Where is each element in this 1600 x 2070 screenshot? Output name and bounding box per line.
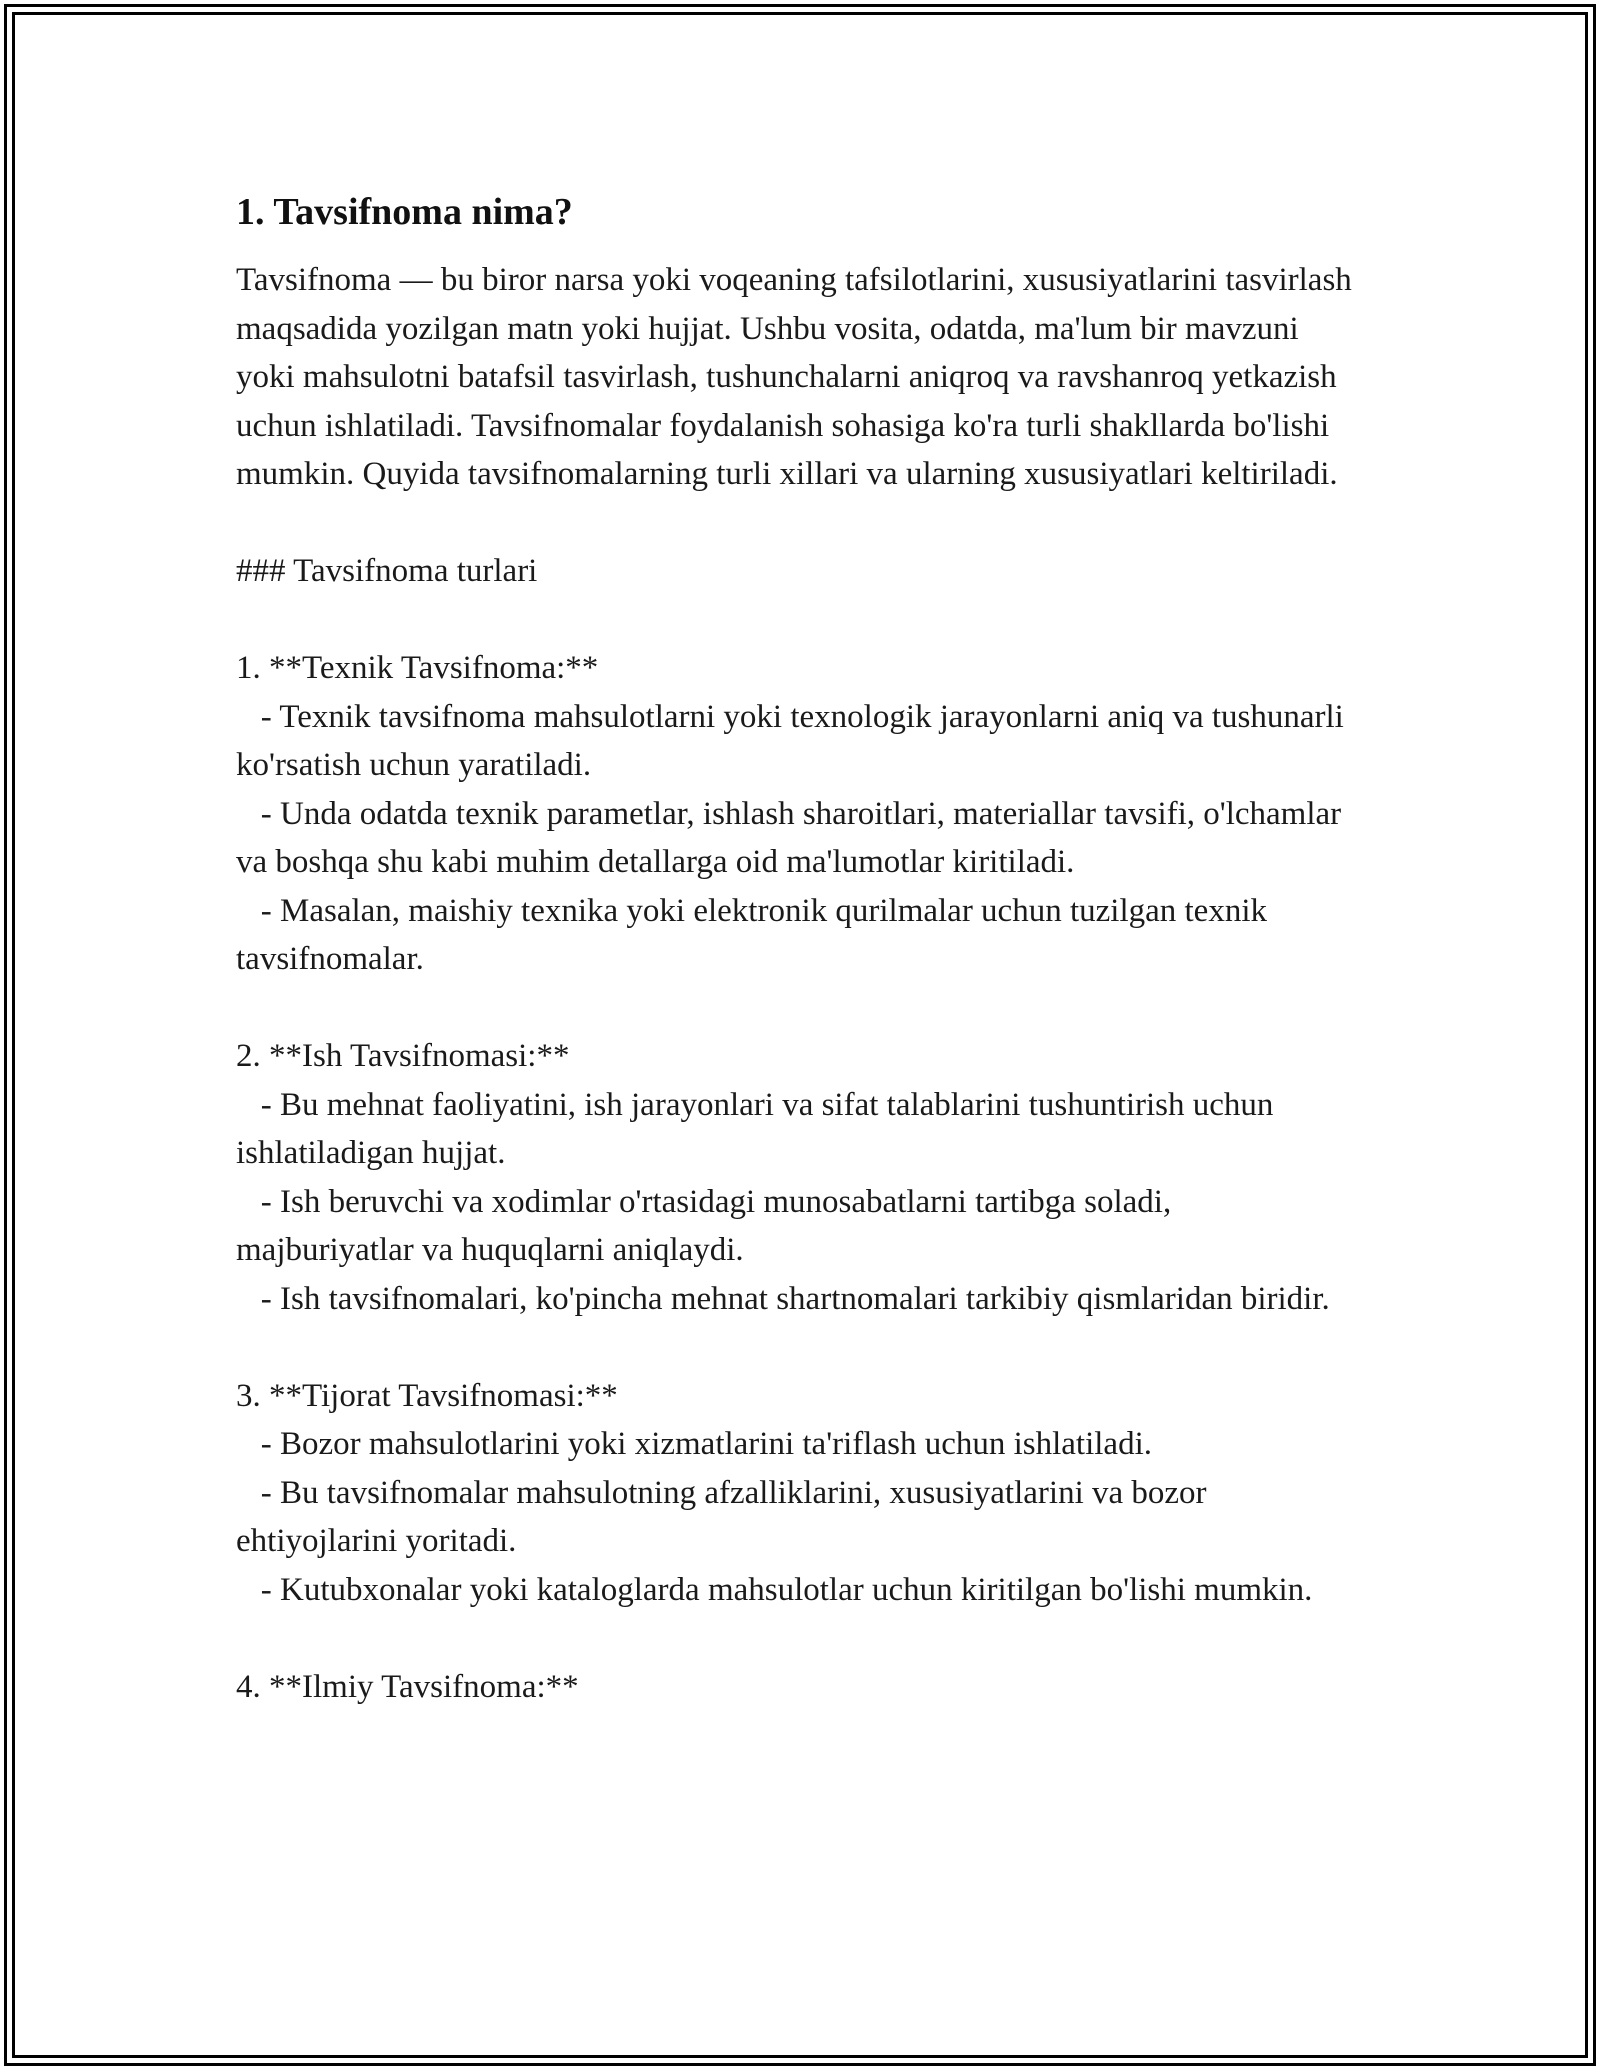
section-commercial xyxy=(236,1372,1356,1615)
section-item: - Ish beruvchi va xodimlar o'rtasidagi munosabatlarni tartibga soladi, majburiyatlar va huquqlarni aniqlaydi. xyxy=(236,1183,1180,1268)
document-body xyxy=(236,186,1361,1711)
section-heading: 3. **Tijorat Tavsifnomasi:** xyxy=(236,1377,618,1414)
document-title: 1. Tavsifnoma nima? xyxy=(236,191,573,233)
spacer xyxy=(236,1614,1356,1663)
section-item: - Kutubxonalar yoki kataloglarda mahsulotlar uchun kiritilgan bo'lishi mumkin. xyxy=(236,1571,1313,1608)
spacer xyxy=(236,1323,1356,1372)
spacer xyxy=(236,984,1356,1033)
section-item: - Bozor mahsulotlarini yoki xizmatlarini ta'riflash uchun ishlatiladi. xyxy=(236,1426,1152,1462)
section-heading: 2. **Ish Tavsifnomasi:** xyxy=(236,1038,570,1074)
spacer xyxy=(236,596,1356,645)
section-item: - Ish tavsifnomalari, ko'pincha mehnat shartnomalari tarkibiy qismlaridan biridir. xyxy=(236,1280,1330,1317)
section-item: - Unda odatda texnik parametlar, ishlash sharoitlari, materiallar tavsifi, o'lchamlar va boshqa shu kabi muhim detallarga oid ma'lumotlar kiritiladi. xyxy=(236,795,1350,880)
intro-paragraph: Tavsifnoma — bu biror narsa yoki voqeaning tafsilotlarini, xususiyatlarini tasvirlash maqsadida yozilgan matn yoki hujjat. Ushbu vosita, odatda, ma'lum bir mavzuni yoki mahsulotni batafsil tasvirlash, tushunchalarni aniqroq va ravshanroq yetkazish uchun ishlatiladi. Tavsifnomalar foydalanish sohasiga ko'ra turli shakllarda bo'lishi mumkin. Quyida tavsifnomalarning turli xillari va ularning xususiyatlari keltiriladi. xyxy=(236,262,1361,492)
section-scientific xyxy=(236,1663,1356,1712)
spacer xyxy=(236,499,1356,548)
section-job xyxy=(236,1032,1356,1323)
section-heading: 1. **Texnik Tavsifnoma:** xyxy=(236,650,599,686)
section-technical xyxy=(236,644,1356,984)
section-item: - Masalan, maishiy texnika yoki elektronik qurilmalar uchun tuzilgan texnik tavsifnomalar. xyxy=(236,892,1276,977)
section-item: - Bu mehnat faoliyatini, ish jarayonlari va sifat talablarini tushuntirish uchun ishlatiladigan hujjat. xyxy=(236,1086,1282,1171)
section-heading: 4. **Ilmiy Tavsifnoma:** xyxy=(236,1668,579,1705)
subheading: ### Tavsifnoma turlari xyxy=(236,553,538,589)
section-item: - Bu tavsifnomalar mahsulotning afzalliklarini, xususiyatlarini va bozor ehtiyojlarini yoritadi. xyxy=(236,1474,1215,1559)
section-item: - Texnik tavsifnoma mahsulotlarni yoki texnologik jarayonlarni aniq va tushunarli ko'rsatish uchun yaratiladi. xyxy=(236,698,1353,783)
